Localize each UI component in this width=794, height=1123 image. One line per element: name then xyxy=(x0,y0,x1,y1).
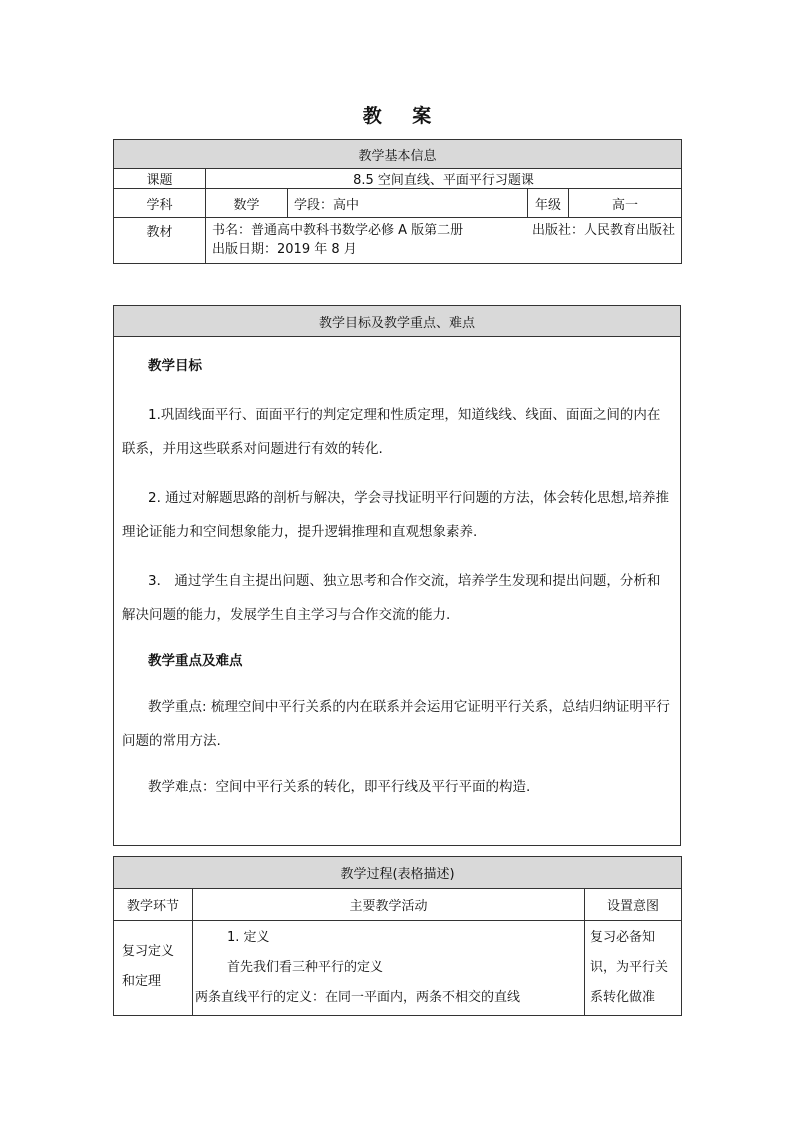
step-text: 复习定义和定理 xyxy=(122,944,175,989)
topic-value: 8.5 空间直线、平面平行习题课 xyxy=(206,169,682,189)
table-row xyxy=(114,921,682,1016)
textbook-publisher: 出版社：人民教育出版社 xyxy=(531,223,675,238)
col-step: 教学环节 xyxy=(114,889,193,921)
activity-line-2: 首先我们看三种平行的定义 xyxy=(227,960,384,975)
activity-line-1: 1. 定义 xyxy=(227,930,270,945)
stage-value: 学段：高中 xyxy=(288,189,528,218)
subject-label: 学科 xyxy=(114,189,206,218)
goal-3: 3． 通过学生自主提出问题、独立思考和合作交流，培养学生发现和提出问题，分析和解决问题的能力，发展学生自主学习与合作交流的能力. xyxy=(122,573,661,623)
goal-1: 1.巩固线面平行、面面平行的判定定理和性质定理，知道线线、线面、面面之间的内在联系，并用这些联系对问题进行有效的转化. xyxy=(122,407,661,457)
document-title: 教 案 xyxy=(362,105,444,127)
textbook-label: 教材 xyxy=(114,218,206,264)
textbook-info xyxy=(206,218,682,264)
step-cell xyxy=(114,921,193,1016)
subject-value: 数学 xyxy=(206,189,288,218)
col-intent: 设置意图 xyxy=(585,889,682,921)
difficulty: 教学难点：空间中平行关系的转化，即平行线及平行平面的构造. xyxy=(148,779,531,795)
goals-heading: 教学目标 xyxy=(148,358,202,374)
textbook-book: 书名：普通高中教科书数学必修 A 版第二册 xyxy=(212,223,464,238)
objectives-header: 教学目标及教学重点、难点 xyxy=(114,306,681,337)
grade-label: 年级 xyxy=(528,189,569,218)
process-header: 教学过程(表格描述) xyxy=(114,857,682,889)
process-table xyxy=(113,856,682,1016)
goal-2: 2. 通过对解题思路的剖析与解决，学会寻找证明平行问题的方法，体会转化思想,培养推理论证能力和空间想象能力，提升逻辑推理和直观想象素养. xyxy=(122,490,669,540)
objectives-table xyxy=(113,305,681,846)
textbook-date: 出版日期：2019 年 8 月 xyxy=(212,242,357,257)
intent-cell: 复习必备知识，为平行关系转化做准 xyxy=(585,921,682,1016)
activity-line-3: 两条直线平行的定义：在同一平面内，两条不相交的直线 xyxy=(195,990,521,1005)
topic-label: 课题 xyxy=(114,169,206,189)
col-activity: 主要教学活动 xyxy=(193,889,585,921)
basic-info-header: 教学基本信息 xyxy=(114,140,682,169)
activity-cell xyxy=(193,921,585,1016)
grade-value: 高一 xyxy=(569,189,682,218)
basic-info-table xyxy=(113,139,682,264)
objectives-content xyxy=(114,337,681,846)
key-heading: 教学重点及难点 xyxy=(148,653,243,669)
key-point: 教学重点: 梳理空间中平行关系的内在联系并会运用它证明平行关系，总结归纳证明平行问题的常用方法. xyxy=(122,699,670,749)
